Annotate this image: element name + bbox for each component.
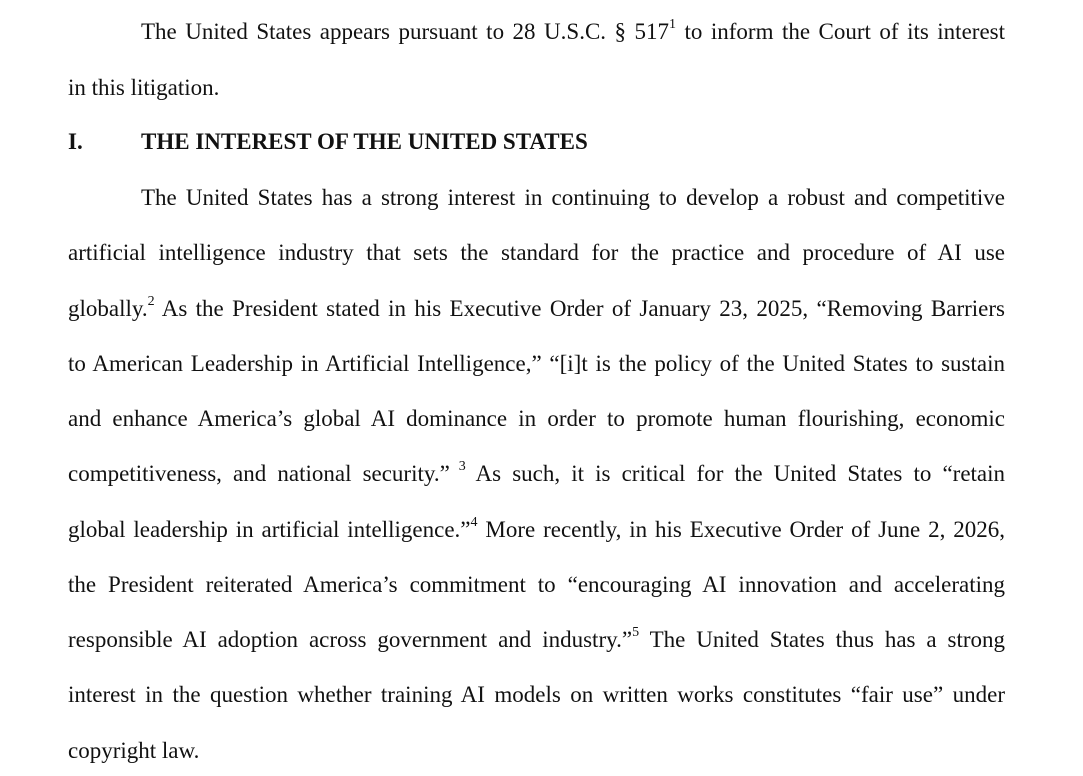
footnote-ref-2[interactable]: 2 bbox=[147, 294, 155, 310]
intro-paragraph-line-2: in this litigation. bbox=[68, 75, 220, 100]
intro-text: to inform the Court of its interest bbox=[676, 19, 1005, 44]
body-line-7 bbox=[68, 515, 1005, 545]
body-text: competitiveness, and national security.” bbox=[68, 461, 450, 486]
section-heading: THE INTEREST OF THE UNITED STATES bbox=[141, 129, 588, 154]
body-line-5: and enhance America’s global AI dominance in order to promote human flourishing, economic bbox=[68, 406, 1005, 431]
body-line-6 bbox=[68, 459, 1005, 489]
body-line-1: The United States has a strong interest in continuing to develop a robust and competitive bbox=[141, 185, 1005, 210]
body-text: More recently, in his Executive Order of June 2, 2026, bbox=[477, 517, 1005, 542]
body-line-4: to American Leadership in Artificial Intelligence,” “[i]t is the policy of the United States to sustain bbox=[68, 351, 1005, 376]
body-line-2: artificial intelligence industry that sets the standard for the practice and procedure of AI use bbox=[68, 240, 1005, 265]
intro-text: The United States appears pursuant to 28 U.S.C. § 517 bbox=[141, 19, 670, 44]
body-line-9 bbox=[68, 625, 1005, 655]
body-line-8: the President reiterated America’s commitment to “encouraging AI innovation and accelerating bbox=[68, 572, 1005, 597]
body-line-11: copyright law. bbox=[68, 738, 200, 763]
section-number: I. bbox=[68, 129, 83, 154]
body-line-10: interest in the question whether training AI models on written works constitutes “fair use” under bbox=[68, 682, 1005, 707]
body-line-3 bbox=[68, 294, 1005, 324]
body-text: As the President stated in his Executive Order of January 23, 2025, “Removing Barriers bbox=[154, 296, 1005, 321]
footnote-ref-4[interactable]: 4 bbox=[470, 515, 478, 531]
footnote-ref-5[interactable]: 5 bbox=[632, 625, 640, 641]
body-text: The United States thus has a strong bbox=[639, 627, 1005, 652]
footnote-ref-3[interactable]: 3 bbox=[449, 459, 466, 475]
footnote-ref-1[interactable]: 1 bbox=[669, 17, 677, 33]
body-text: responsible AI adoption across government and industry.” bbox=[68, 627, 633, 652]
intro-paragraph-line-1 bbox=[141, 17, 1005, 47]
body-text: globally. bbox=[68, 296, 148, 321]
body-text: global leadership in artificial intelligence.” bbox=[68, 517, 471, 542]
body-text: As such, it is critical for the United States to “retain bbox=[465, 461, 1006, 486]
